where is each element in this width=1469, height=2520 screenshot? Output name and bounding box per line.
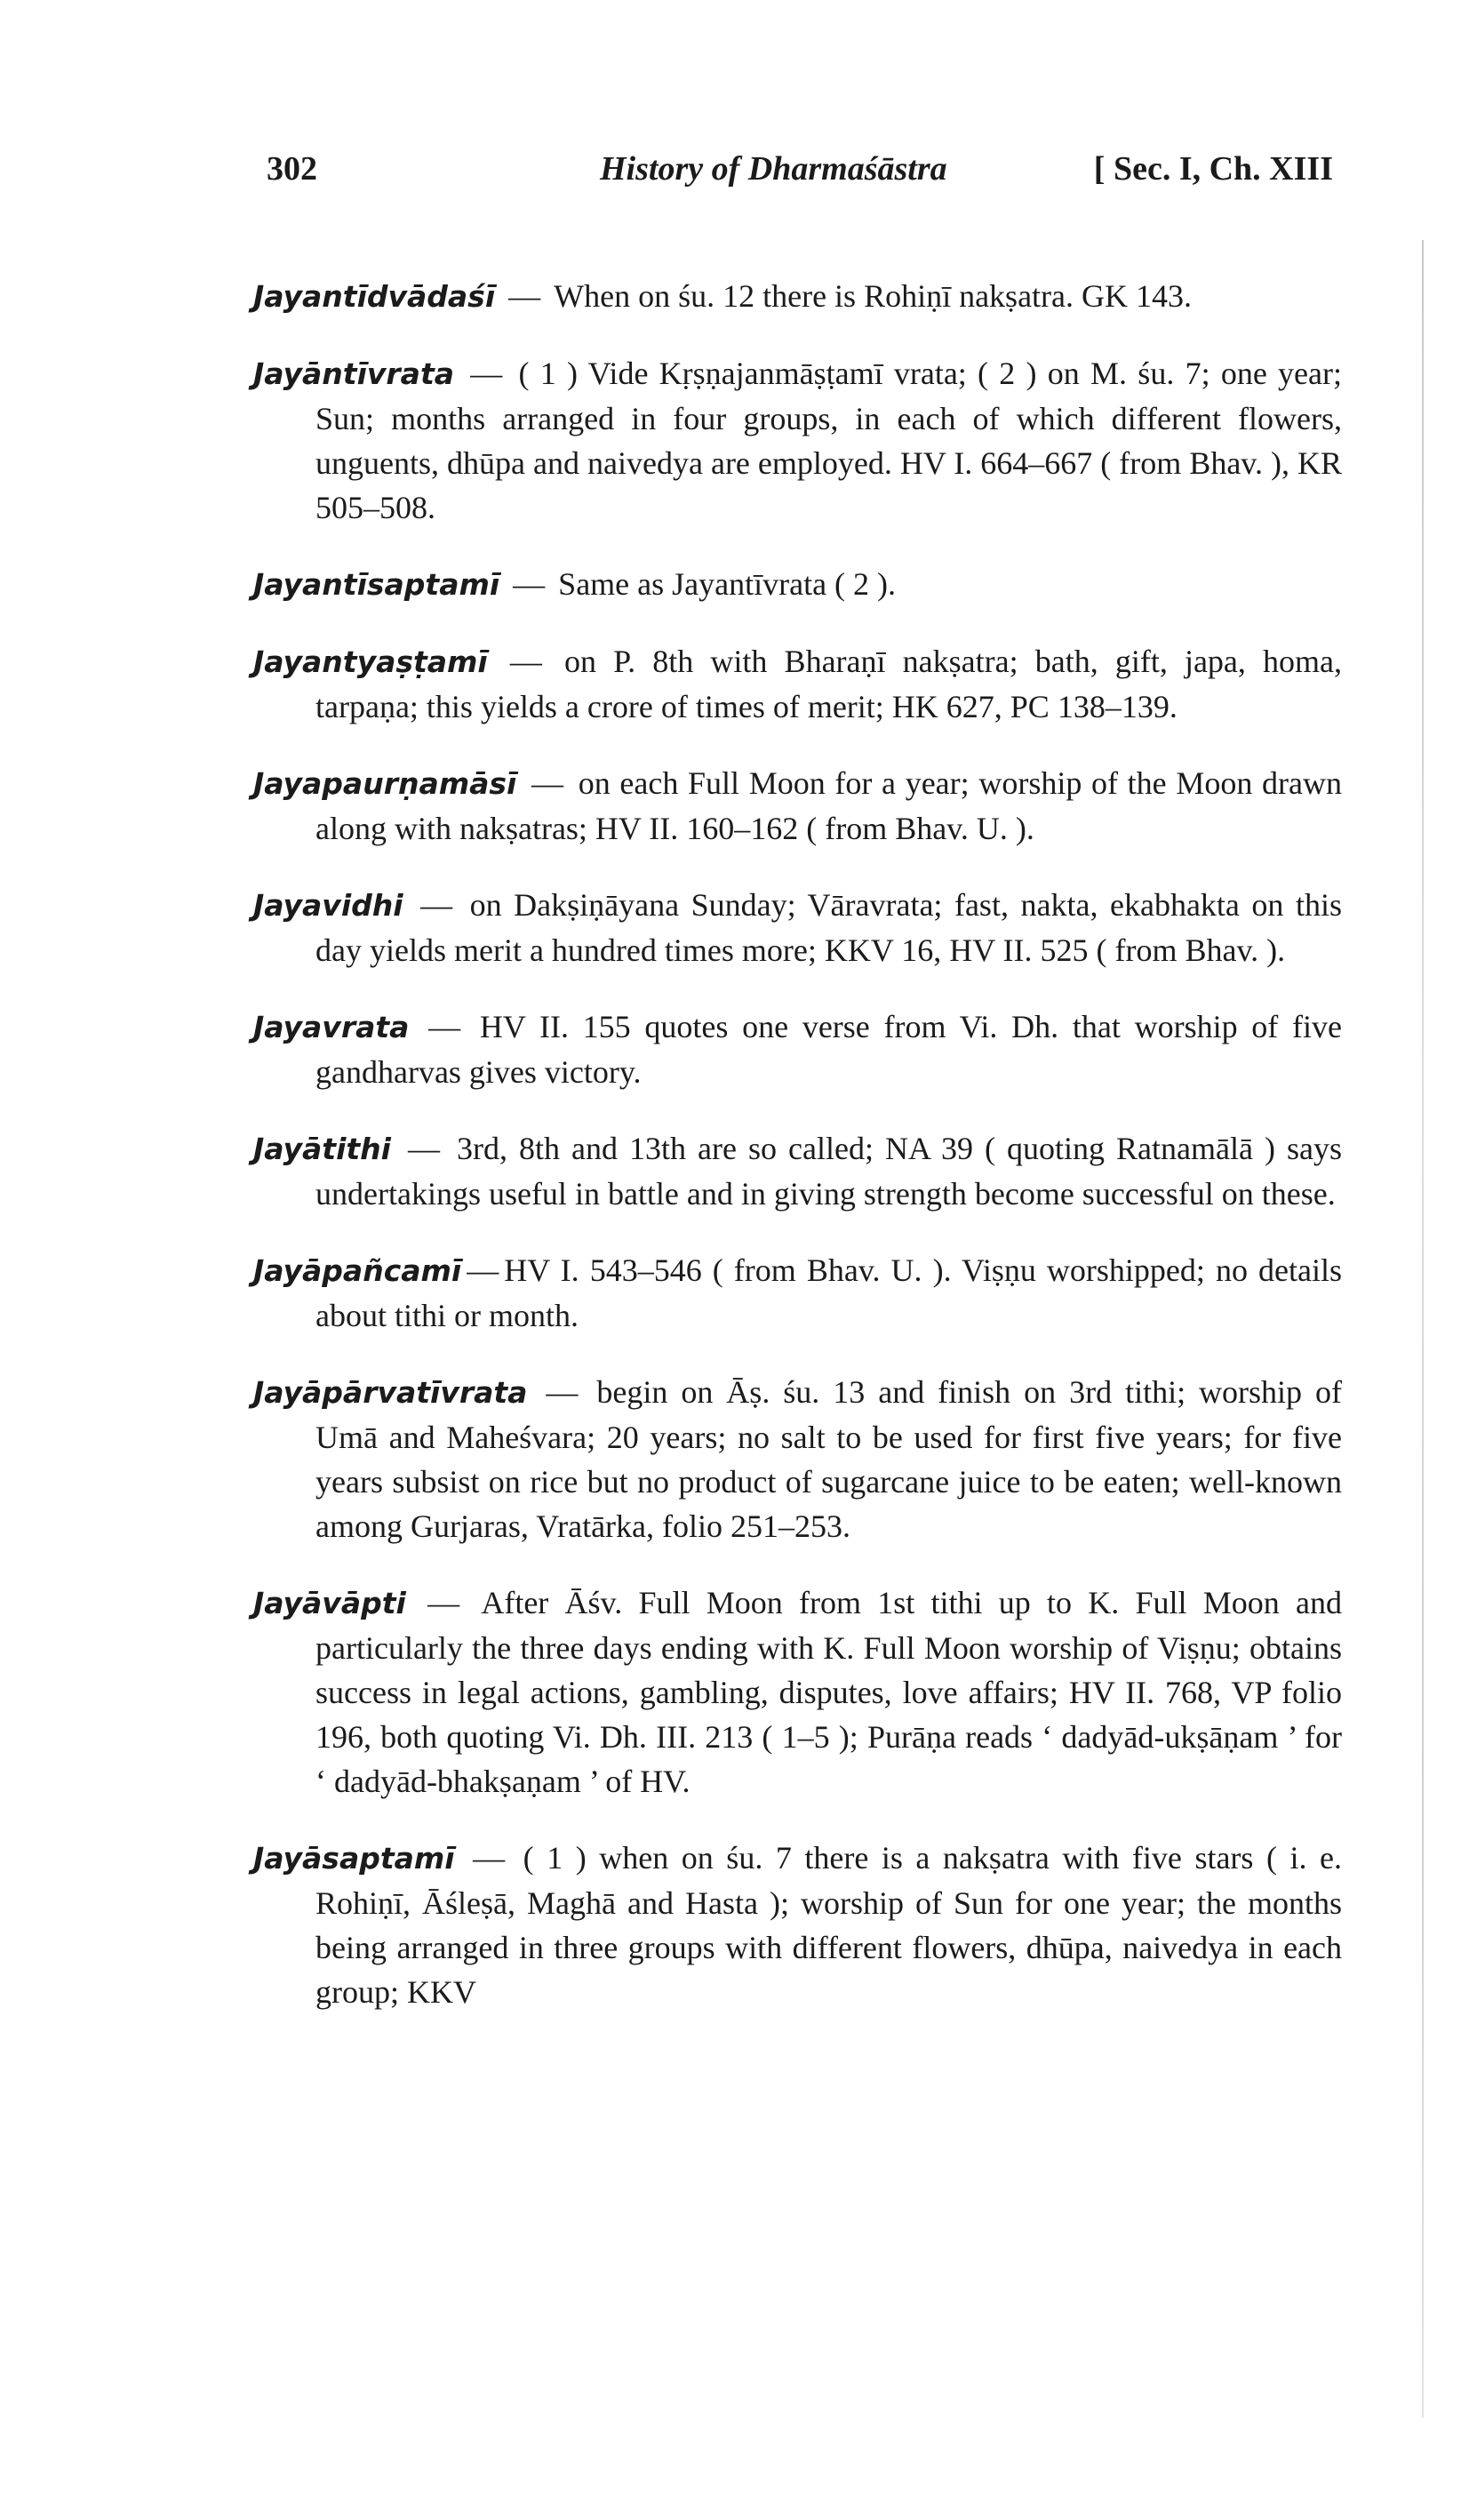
entry-text: begin on Āṣ. śu. 13 and finish on 3rd tithi; worship of Umā and Maheśvara; 20 years; no salt to be used for first five years; for five years subsist on rice but no product of sugarcane juice to be eaten; well-known among Gurjaras, Vratārka, folio 251–253. [315,1374,1342,1544]
entry: Jayavidhi — on Dakṣiṇāyana Sunday; Vāravrata; fast, nakta, ekabhakta on this day yields merit a hundred times more; KKV 16, HV II. 525 ( from Bhav. ). [253,887,1342,968]
entry: Jayāpārvatīvrata — begin on Āṣ. śu. 13 and finish on 3rd tithi; worship of Umā and Maheśvara; 20 years; no salt to be used for first five years; for five years subsist on rice but no product of sugarcane juice to be eaten; well-known among Gurjaras, Vratārka, folio 251–253. [253,1374,1342,1544]
entry: Jayantīsaptamī — Same as Jayantīvrata ( 2 ). [253,566,897,602]
entry-headword: Jayantīsaptamī [253,567,500,602]
section-reference: [ Sec. I, Ch. XIII [1093,150,1333,188]
entry-headword: Jayāpārvatīvrata [253,1375,528,1410]
entry-text: on each Full Moon for a year; worship of the Moon drawn along with nakṣatras; HV II. 160–162 ( from Bhav. U. ). [315,765,1342,846]
entry: Jayātithi — 3rd, 8th and 13th are so called; NA 39 ( quoting Ratnamālā ) says undertakings useful in battle and in giving strength become successful on these. [253,1131,1342,1212]
entry: Jayantīdvādaśī — When on śu. 12 there is Rohiṇī nakṣatra. GK 143. [253,278,1193,314]
entry-headword: Jayāntīvrata [253,356,454,391]
entry-headword: Jayātithi [253,1132,391,1166]
entry: Jayāpañcamī — HV I. 543–546 ( from Bhav. U. ). Viṣṇu worshipped; no details about tithi or month. [253,1252,1342,1333]
entry-text: on P. 8th with Bharaṇī nakṣatra; bath, gift, japa, homa, tarpaṇa; this yields a crore of times of merit; HK 627, PC 138–139. [315,644,1343,724]
entry-text: HV II. 155 quotes one verse from Vi. Dh. that worship of five gandharvas gives victory. [315,1009,1342,1090]
entry-text: ( 1 ) when on śu. 7 there is a nakṣatra with five stars ( i. e. Rohiṇī, Āśleṣā, Maghā and Hasta ); worship of Sun for one year; the months being arranged in three groups with different flowers, dhūpa, naivedya in each group; KKV [315,1840,1343,2010]
entry: Jayāntīvrata — ( 1 ) Vide Kṛṣṇajanmāṣṭamī vrata; ( 2 ) on M. śu. 7; one year; Sun; months arranged in four groups, in each of which different flowers, unguents, dhūpa and naivedya are employed. HV I. 664–667 ( from Bhav. ), KR 505–508. [253,356,1343,525]
entry-text: on Dakṣiṇāyana Sunday; Vāravrata; fast, nakta, ekabhakta on this day yields merit a hundred times more; KKV 16, HV II. 525 ( from Bhav. ). [315,887,1342,968]
entry-headword: Jayavrata [253,1010,410,1044]
entry-headword: Jayāsaptamī [253,1841,455,1876]
running-title: History of Dharmaśāstra [600,150,947,188]
entry-list [253,242,1342,2036]
entry-text: Same as Jayantīvrata ( 2 ). [558,566,897,602]
entry: Jayavrata — HV II. 155 quotes one verse from Vi. Dh. that worship of five gandharvas gives victory. [253,1009,1342,1090]
entry: Jayapaurṇamāsī — on each Full Moon for a year; worship of the Moon drawn along with nakṣatras; HV II. 160–162 ( from Bhav. U. ). [253,765,1342,846]
entry: Jayāsaptamī — ( 1 ) when on śu. 7 there is a nakṣatra with five stars ( i. e. Rohiṇī, Āśleṣā, Maghā and Hasta ); worship of Sun for one year; the months being arranged in three groups with different flowers, dhūpa, naivedya in each group; KKV [253,1840,1343,2010]
entry-headword: Jayāvāpti [253,1586,406,1620]
entry-headword: Jayantyaṣṭamī [253,644,488,679]
page-header [267,149,1369,203]
entry-headword: Jayavidhi [253,888,403,923]
entry-text: ( 1 ) Vide Kṛṣṇajanmāṣṭamī vrata; ( 2 ) on M. śu. 7; one year; Sun; months arranged in four groups, in each of which different flowers, unguents, dhūpa and naivedya are employed. HV I. 664–667 ( from Bhav. ), KR 505–508. [315,356,1343,525]
entry: Jayāvāpti — After Āśv. Full Moon from 1st tithi up to K. Full Moon and particularly the three days ending with K. Full Moon worship of Viṣṇu; obtains success in legal actions, gambling, disputes, love affairs; HV II. 768, VP folio 196, both quoting Vi. Dh. III. 213 ( 1–5 ); Purāṇa reads ‘ dadyād-ukṣāṇam ’ for ‘ dadyād-bhakṣaṇam ’ of HV. [253,1585,1343,1799]
entry-headword: Jayāpañcamī [253,1253,462,1288]
entry-text: After Āśv. Full Moon from 1st tithi up to K. Full Moon and particularly the three days ending with K. Full Moon worship of Viṣṇu; obtains success in legal actions, gambling, disputes, love affairs; HV II. 768, VP folio 196, both quoting Vi. Dh. III. 213 ( 1–5 ); Purāṇa reads ‘ dadyād-ukṣāṇam ’ for ‘ dadyād-bhakṣaṇam ’ of HV. [315,1585,1343,1799]
page-number: 302 [267,150,317,188]
margin-rule [1422,240,1424,2418]
entry-text: When on śu. 12 there is Rohiṇī nakṣatra. GK 143. [554,278,1193,314]
entry: Jayantyaṣṭamī — on P. 8th with Bharaṇī nakṣatra; bath, gift, japa, homa, tarpaṇa; this yields a crore of times of merit; HK 627, PC 138–139. [253,644,1343,724]
entry-text: 3rd, 8th and 13th are so called; NA 39 ( quoting Ratnamālā ) says undertakings useful in battle and in giving strength become successful on these. [315,1131,1342,1212]
entry-headword: Jayapaurṇamāsī [253,766,517,801]
entry-headword: Jayantīdvādaśī [253,279,496,314]
entry-text: HV I. 543–546 ( from Bhav. U. ). Viṣṇu worshipped; no details about tithi or month. [315,1252,1342,1333]
